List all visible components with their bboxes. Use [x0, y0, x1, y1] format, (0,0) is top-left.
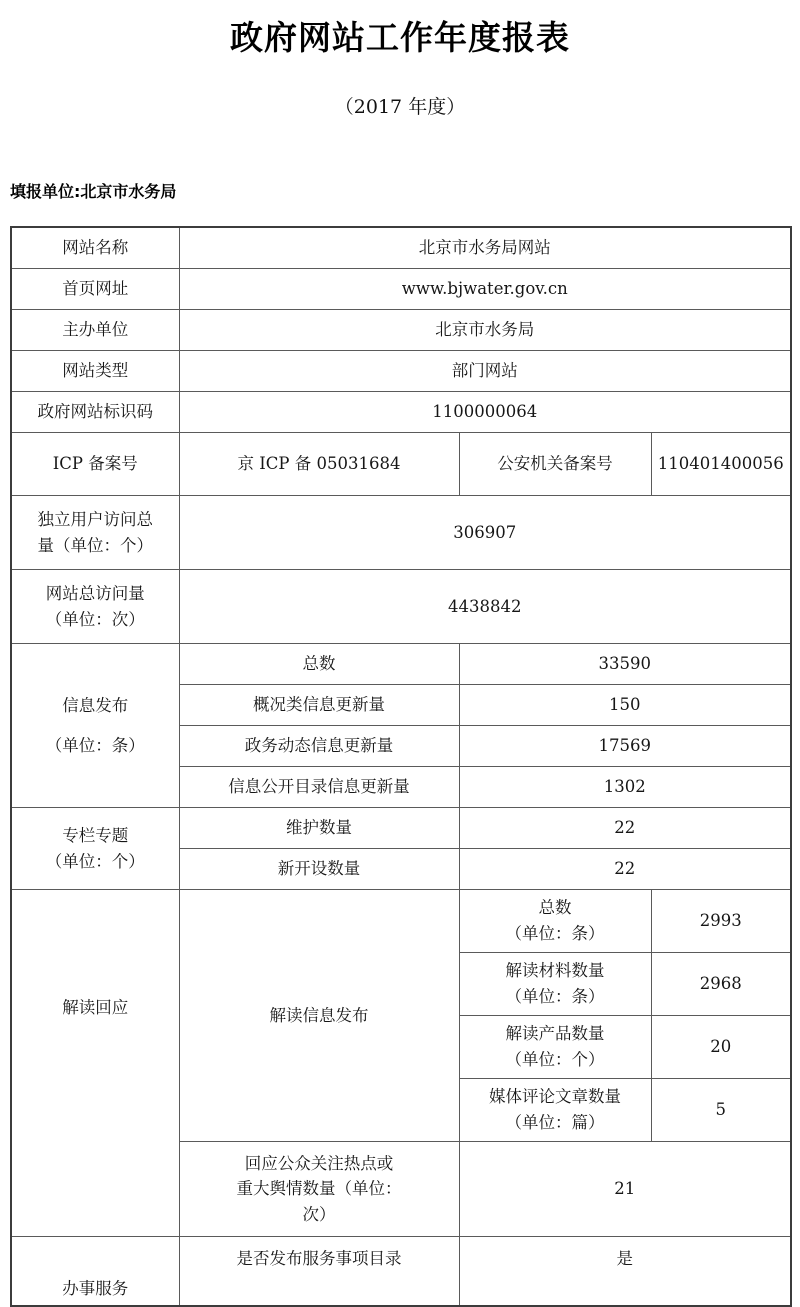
interpretation-sub-label-line2: （单位：条）: [505, 987, 605, 1006]
total-visits-label-line2: （单位：次）: [45, 609, 145, 629]
table-row: [11, 1237, 791, 1307]
service-label-text: 办事服务: [62, 1279, 129, 1299]
public-response-label-line2: 重大舆情数量（单位：: [236, 1179, 402, 1199]
table-row: [11, 496, 791, 570]
public-response-label-line3: 次）: [302, 1204, 336, 1224]
cell-website-type-label: 网站类型: [11, 351, 179, 392]
table-row: [11, 808, 791, 849]
unique-visitors-label-line1: 独立用户访问总: [37, 509, 153, 529]
table-row: [11, 310, 791, 351]
cell-unique-visitors-label: [11, 496, 179, 570]
table-row: [11, 433, 791, 496]
cell-interpretation-sub-value: 2968: [651, 953, 791, 1016]
cell-website-name-label: 网站名称: [11, 227, 179, 269]
cell-info-release-sub-label: 信息公开目录信息更新量: [179, 767, 459, 808]
cell-info-release-label: [11, 644, 179, 808]
cell-public-response-value: 21: [459, 1142, 791, 1237]
cell-interpretation-release-label: 解读信息发布: [179, 890, 459, 1142]
reporting-unit: 填报单位:北京市水务局: [10, 182, 177, 202]
cell-column-topic-sub-label: 新开设数量: [179, 849, 459, 890]
table-row: [11, 644, 791, 685]
cell-total-visits-label: [11, 570, 179, 644]
cell-gov-site-id-value: 1100000064: [179, 392, 791, 433]
cell-info-release-sub-value: 1302: [459, 767, 791, 808]
cell-interpretation-sub-label: [459, 953, 651, 1016]
interpretation-sub-label-line1: 解读产品数量: [505, 1024, 605, 1044]
cell-interpretation-label: [11, 890, 179, 1237]
table-row: [11, 227, 791, 269]
cell-icp-value: 京 ICP 备 05031684: [179, 433, 459, 496]
table-row: [11, 890, 791, 953]
public-response-label-line1: 回应公众关注热点或: [244, 1153, 394, 1173]
cell-interpretation-sub-label: [459, 890, 651, 953]
table-row: [11, 351, 791, 392]
cell-website-name-value: 北京市水务局网站: [179, 227, 791, 269]
page-title: 政府网站工作年度报表: [230, 18, 570, 57]
info-release-label-line2: （单位：条）: [45, 735, 145, 755]
cell-homepage-url-value: www.bjwater.gov.cn: [179, 269, 791, 310]
cell-column-topic-sub-value: 22: [459, 808, 791, 849]
interpretation-label-text: 解读回应: [62, 998, 129, 1018]
cell-website-type-value: 部门网站: [179, 351, 791, 392]
cell-total-visits-value: 4438842: [179, 570, 791, 644]
cell-info-release-sub-value: 150: [459, 685, 791, 726]
cell-info-release-sub-label: 政务动态信息更新量: [179, 726, 459, 767]
cell-service-catalog-label: 是否发布服务事项目录: [179, 1237, 459, 1307]
interpretation-sub-label-line1: 总数: [538, 898, 572, 918]
cell-public-response-label: [179, 1142, 459, 1237]
cell-interpretation-sub-value: 20: [651, 1016, 791, 1079]
info-release-label-line1: 信息发布: [62, 695, 129, 715]
table-row: [11, 269, 791, 310]
unique-visitors-label-line2: 量（单位：个）: [37, 535, 153, 555]
interpretation-sub-label-line2: （单位：个）: [505, 1050, 605, 1069]
column-topic-label-line1: 专栏专题: [62, 825, 129, 845]
interpretation-sub-label-line1: 解读材料数量: [505, 961, 605, 981]
cell-icp-label: ICP 备案号: [11, 433, 179, 496]
interpretation-sub-label-line2: （单位：条）: [505, 924, 605, 943]
cell-interpretation-sub-value: 2993: [651, 890, 791, 953]
table-row: [11, 570, 791, 644]
cell-gov-site-id-label: 政府网站标识码: [11, 392, 179, 433]
cell-police-record-value: 110401400056: [651, 433, 791, 496]
cell-host-unit-value: 北京市水务局: [179, 310, 791, 351]
cell-info-release-sub-value: 33590: [459, 644, 791, 685]
cell-host-unit-label: 主办单位: [11, 310, 179, 351]
table-row: [11, 392, 791, 433]
cell-info-release-sub-label: 总数: [179, 644, 459, 685]
annual-report-table: [10, 226, 792, 1307]
cell-column-topic-sub-value: 22: [459, 849, 791, 890]
cell-info-release-sub-label: 概况类信息更新量: [179, 685, 459, 726]
page-subtitle: （2017 年度）: [334, 96, 466, 119]
cell-info-release-sub-value: 17569: [459, 726, 791, 767]
cell-interpretation-sub-label: [459, 1016, 651, 1079]
cell-service-label: [11, 1237, 179, 1307]
cell-interpretation-sub-value: 5: [651, 1079, 791, 1142]
cell-unique-visitors-value: 306907: [179, 496, 791, 570]
cell-column-topic-label: [11, 808, 179, 890]
interpretation-sub-label-line2: （单位：篇）: [505, 1113, 605, 1132]
interpretation-sub-label-line1: 媒体评论文章数量: [489, 1087, 621, 1107]
column-topic-label-line2: （单位：个）: [45, 851, 145, 871]
cell-service-catalog-value: 是: [459, 1237, 791, 1307]
cell-column-topic-sub-label: 维护数量: [179, 808, 459, 849]
cell-interpretation-sub-label: [459, 1079, 651, 1142]
cell-police-record-label: 公安机关备案号: [459, 433, 651, 496]
total-visits-label-line1: 网站总访问量: [45, 583, 145, 603]
cell-homepage-url-label: 首页网址: [11, 269, 179, 310]
